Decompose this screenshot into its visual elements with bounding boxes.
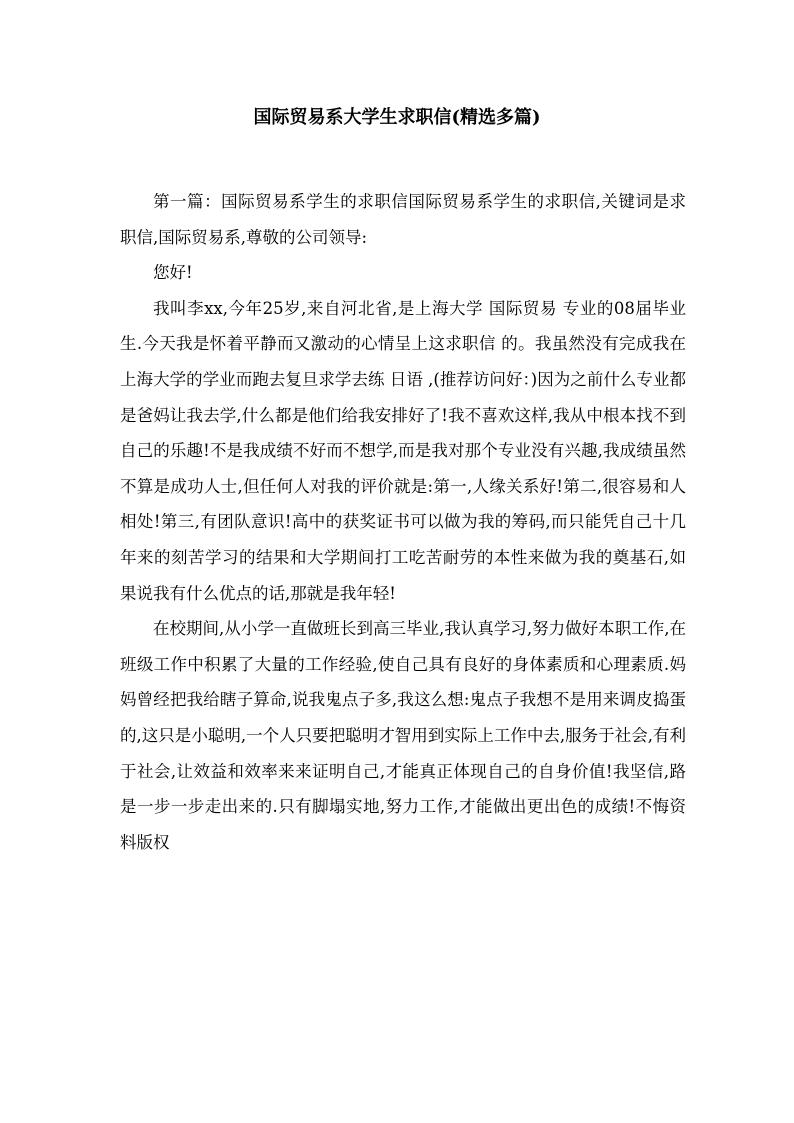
document-title: 国际贸易系大学生求职信(精选多篇): [253, 107, 541, 128]
document-body: [120, 184, 686, 860]
paragraph-self-introduction: 我叫李xx,今年25岁,来自河北省,是上海大学 国际贸易 专业的08届毕业生.今天我是怀着平静而又激动的心情呈上这求职信 的。我虽然没有完成我在上海大学的学业而跑去复旦求学去练 日语 ,(推荐访问好：)因为之前什么专业都是爸妈让我去学,什么都是他们给我安排好了!我不喜欢这样,我从中根本找不到自己的乐趣!不是我成绩不好而不想学,而是我对那个专业没有兴趣,我成绩虽然不算是成功人士,但任何人对我的评价就是:第一,人缘关系好!第二,很容易和人相处!第三,有团队意识!高中的获奖证书可以做为我的筹码,而只能凭自己十几年来的刻苦学习的结果和大学期间打工吃苦耐劳的本性来做为我的奠基石,如果说我有什么优点的话,那就是我年轻!: [120, 298, 686, 603]
paragraph-intro: 第一篇：国际贸易系学生的求职信国际贸易系学生的求职信,关键词是求职信,国际贸易系,尊敬的公司领导:: [120, 192, 686, 247]
paragraph-school-experience: 在校期间,从小学一直做班长到高三毕业,我认真学习,努力做好本职工作,在班级工作中积累了大量的工作经验,使自己具有良好的身体素质和心理素质.妈妈曾经把我给瞎子算命,说我鬼点子多,我这么想:鬼点子我想不是用来调皮捣蛋的,这只是小聪明,一个人只要把聪明才智用到实际上工作中去,服务于社会,有利于社会,让效益和效率来来证明自己,才能真正体现自己的自身价值!我坚信,路是一步一步走出来的.只有脚塌实地,努力工作,才能做出更出色的成绩!不悔资料版权: [120, 619, 686, 852]
paragraph-greeting: 您好!: [153, 263, 193, 283]
